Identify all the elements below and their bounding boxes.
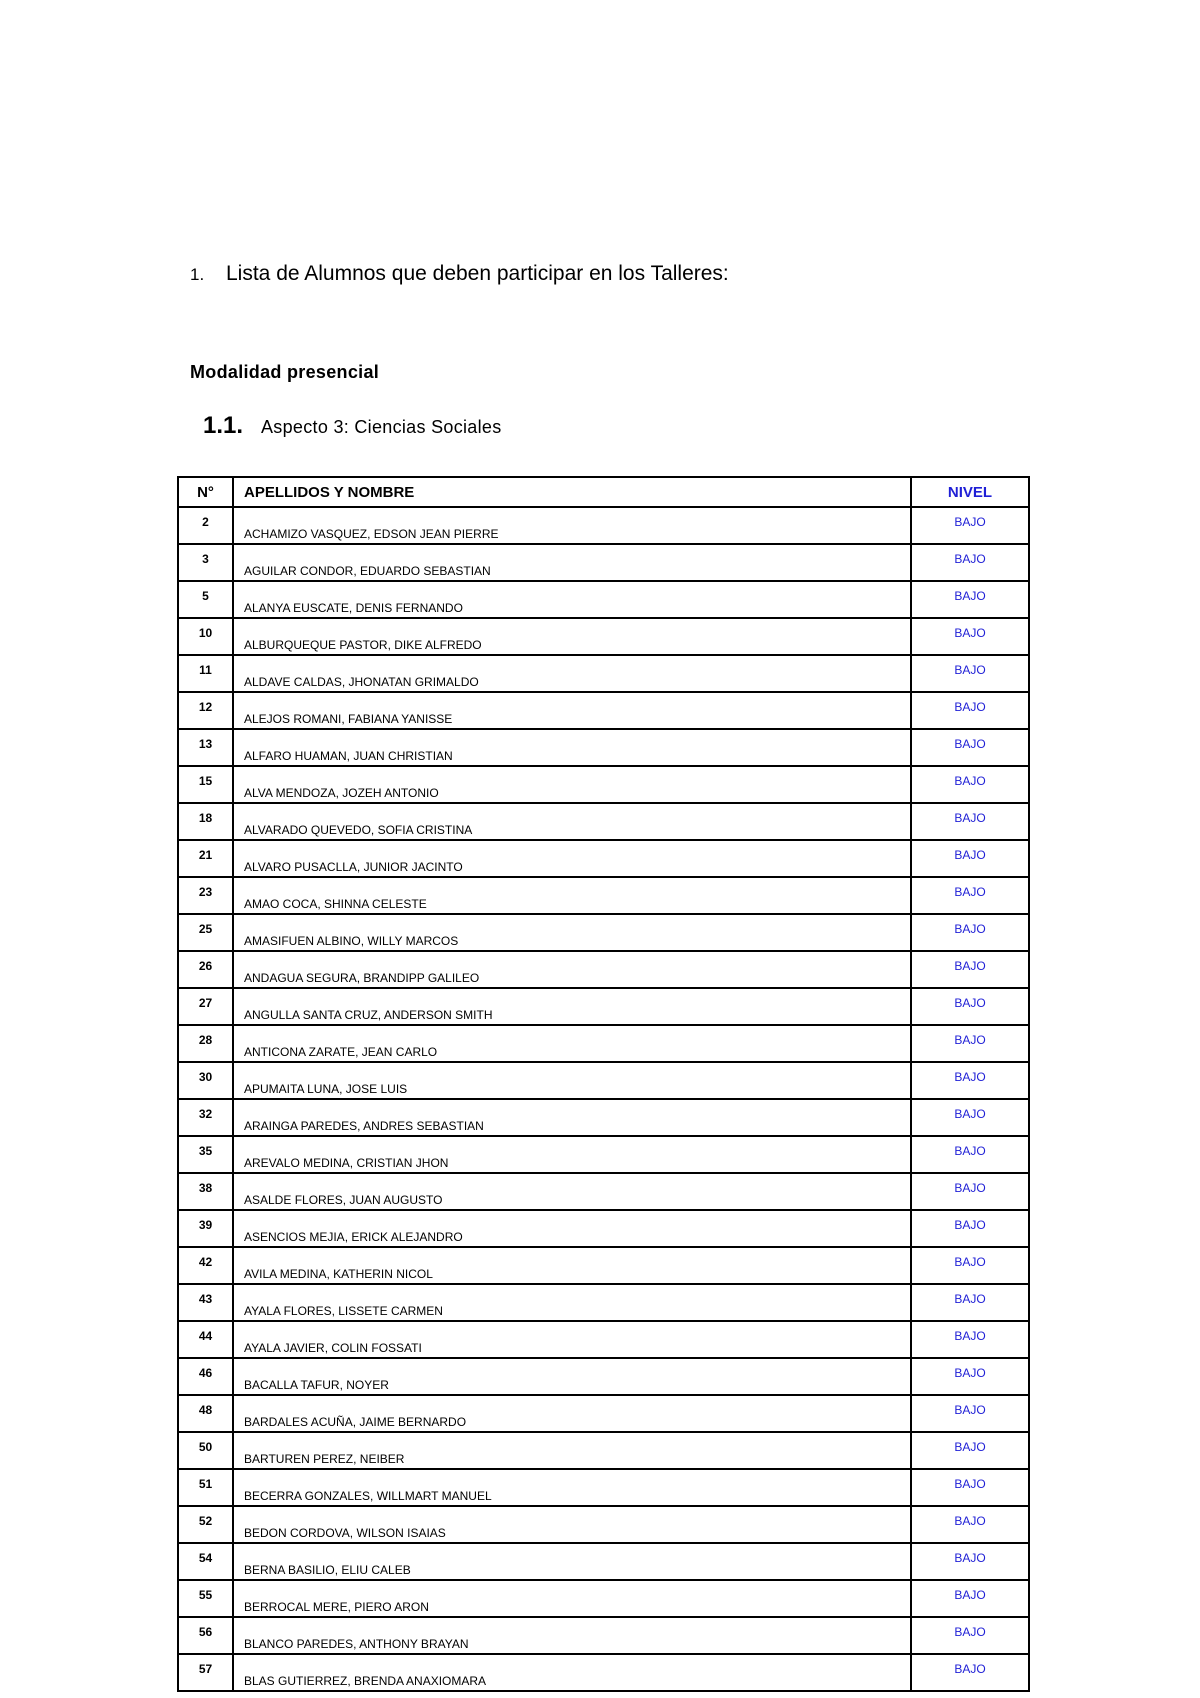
student-name: ALDAVE CALDAS, JHONATAN GRIMALDO [233,655,911,692]
level-value: BAJO [911,1173,1029,1210]
row-number: 11 [178,655,233,692]
section-heading [190,262,729,286]
table-row [178,840,1029,877]
table-body [178,507,1029,1691]
table-row [178,1543,1029,1580]
student-name: BERNA BASILIO, ELIU CALEB [233,1543,911,1580]
table-row [178,1321,1029,1358]
student-name: ANGULLA SANTA CRUZ, ANDERSON SMITH [233,988,911,1025]
table-row [178,655,1029,692]
level-value: BAJO [911,507,1029,544]
level-value: BAJO [911,1358,1029,1395]
table-row [178,1617,1029,1654]
student-name: ALVA MENDOZA, JOZEH ANTONIO [233,766,911,803]
row-number: 3 [178,544,233,581]
row-number: 38 [178,1173,233,1210]
student-name: AMASIFUEN ALBINO, WILLY MARCOS [233,914,911,951]
level-value: BAJO [911,840,1029,877]
level-value: BAJO [911,803,1029,840]
table-row [178,988,1029,1025]
level-value: BAJO [911,581,1029,618]
student-name: AREVALO MEDINA, CRISTIAN JHON [233,1136,911,1173]
table-row [178,1099,1029,1136]
level-value: BAJO [911,1617,1029,1654]
table-row [178,1173,1029,1210]
row-number: 15 [178,766,233,803]
student-name: AMAO COCA, SHINNA CELESTE [233,877,911,914]
level-value: BAJO [911,655,1029,692]
student-name: ANTICONA ZARATE, JEAN CARLO [233,1025,911,1062]
student-name: ASENCIOS MEJIA, ERICK ALEJANDRO [233,1210,911,1247]
row-number: 44 [178,1321,233,1358]
row-number: 27 [178,988,233,1025]
table-row [178,1358,1029,1395]
student-name: AYALA FLORES, LISSETE CARMEN [233,1284,911,1321]
student-name: BARTUREN PEREZ, NEIBER [233,1432,911,1469]
student-name: AYALA JAVIER, COLIN FOSSATI [233,1321,911,1358]
student-name: BACALLA TAFUR, NOYER [233,1358,911,1395]
table-row [178,1025,1029,1062]
table-row [178,1580,1029,1617]
row-number: 39 [178,1210,233,1247]
student-name: ALEJOS ROMANI, FABIANA YANISSE [233,692,911,729]
table-row [178,729,1029,766]
section-number: 1. [190,265,205,284]
subsection-number: 1.1. [203,412,244,439]
student-name: ARAINGA PAREDES, ANDRES SEBASTIAN [233,1099,911,1136]
modality-label: Modalidad presencial [190,362,380,382]
student-name: ACHAMIZO VASQUEZ, EDSON JEAN PIERRE [233,507,911,544]
table-row [178,692,1029,729]
row-number: 42 [178,1247,233,1284]
row-number: 57 [178,1654,233,1691]
level-value: BAJO [911,988,1029,1025]
level-value: BAJO [911,692,1029,729]
level-value: BAJO [911,1136,1029,1173]
level-value: BAJO [911,1469,1029,1506]
level-value: BAJO [911,1284,1029,1321]
table-row [178,1395,1029,1432]
table-row [178,1654,1029,1691]
row-number: 10 [178,618,233,655]
row-number: 35 [178,1136,233,1173]
student-name: BERROCAL MERE, PIERO ARON [233,1580,911,1617]
table-row [178,951,1029,988]
level-value: BAJO [911,729,1029,766]
subsection-title: Aspecto 3: Ciencias Sociales [261,417,502,437]
section-title: Lista de Alumnos que deben participar en los Talleres: [226,262,729,285]
level-value: BAJO [911,1580,1029,1617]
student-name: ALANYA EUSCATE, DENIS FERNANDO [233,581,911,618]
row-number: 46 [178,1358,233,1395]
level-value: BAJO [911,618,1029,655]
level-value: BAJO [911,766,1029,803]
row-number: 55 [178,1580,233,1617]
level-value: BAJO [911,877,1029,914]
row-number: 50 [178,1432,233,1469]
row-number: 23 [178,877,233,914]
level-value: BAJO [911,544,1029,581]
header-level: NIVEL [911,477,1029,507]
table-row [178,544,1029,581]
students-table [177,476,1030,1692]
row-number: 13 [178,729,233,766]
row-number: 28 [178,1025,233,1062]
header-number: N° [178,477,233,507]
table-row [178,1062,1029,1099]
table-row [178,1247,1029,1284]
student-name: ALVARADO QUEVEDO, SOFIA CRISTINA [233,803,911,840]
row-number: 26 [178,951,233,988]
level-value: BAJO [911,1654,1029,1691]
level-value: BAJO [911,1247,1029,1284]
level-value: BAJO [911,1432,1029,1469]
student-name: ASALDE FLORES, JUAN AUGUSTO [233,1173,911,1210]
student-name: APUMAITA LUNA, JOSE LUIS [233,1062,911,1099]
subsection-heading [203,412,502,440]
row-number: 54 [178,1543,233,1580]
table-row [178,581,1029,618]
level-value: BAJO [911,1025,1029,1062]
student-name: BEDON CORDOVA, WILSON ISAIAS [233,1506,911,1543]
table-header-row [178,477,1029,507]
table-row [178,914,1029,951]
table-row [178,618,1029,655]
row-number: 12 [178,692,233,729]
student-name: ALVARO PUSACLLA, JUNIOR JACINTO [233,840,911,877]
student-name: BECERRA GONZALES, WILLMART MANUEL [233,1469,911,1506]
level-value: BAJO [911,1543,1029,1580]
table-row [178,507,1029,544]
table-row [178,1469,1029,1506]
level-value: BAJO [911,1321,1029,1358]
table-row [178,1432,1029,1469]
header-name: APELLIDOS Y NOMBRE [233,477,911,507]
table-row [178,1506,1029,1543]
level-value: BAJO [911,1395,1029,1432]
student-name: BLANCO PAREDES, ANTHONY BRAYAN [233,1617,911,1654]
row-number: 30 [178,1062,233,1099]
student-name: ANDAGUA SEGURA, BRANDIPP GALILEO [233,951,911,988]
level-value: BAJO [911,951,1029,988]
row-number: 51 [178,1469,233,1506]
row-number: 21 [178,840,233,877]
level-value: BAJO [911,1210,1029,1247]
student-name: ALBURQUEQUE PASTOR, DIKE ALFREDO [233,618,911,655]
table-row [178,803,1029,840]
table-row [178,1136,1029,1173]
student-name: BARDALES ACUÑA, JAIME BERNARDO [233,1395,911,1432]
row-number: 48 [178,1395,233,1432]
level-value: BAJO [911,1506,1029,1543]
student-name: AGUILAR CONDOR, EDUARDO SEBASTIAN [233,544,911,581]
table-row [178,1284,1029,1321]
row-number: 5 [178,581,233,618]
level-value: BAJO [911,1062,1029,1099]
row-number: 52 [178,1506,233,1543]
row-number: 56 [178,1617,233,1654]
row-number: 32 [178,1099,233,1136]
row-number: 18 [178,803,233,840]
row-number: 2 [178,507,233,544]
student-name: ALFARO HUAMAN, JUAN CHRISTIAN [233,729,911,766]
row-number: 25 [178,914,233,951]
table-row [178,1210,1029,1247]
table-row [178,766,1029,803]
student-name: AVILA MEDINA, KATHERIN NICOL [233,1247,911,1284]
level-value: BAJO [911,1099,1029,1136]
table-row [178,877,1029,914]
student-name: BLAS GUTIERREZ, BRENDA ANAXIOMARA [233,1654,911,1691]
row-number: 43 [178,1284,233,1321]
level-value: BAJO [911,914,1029,951]
